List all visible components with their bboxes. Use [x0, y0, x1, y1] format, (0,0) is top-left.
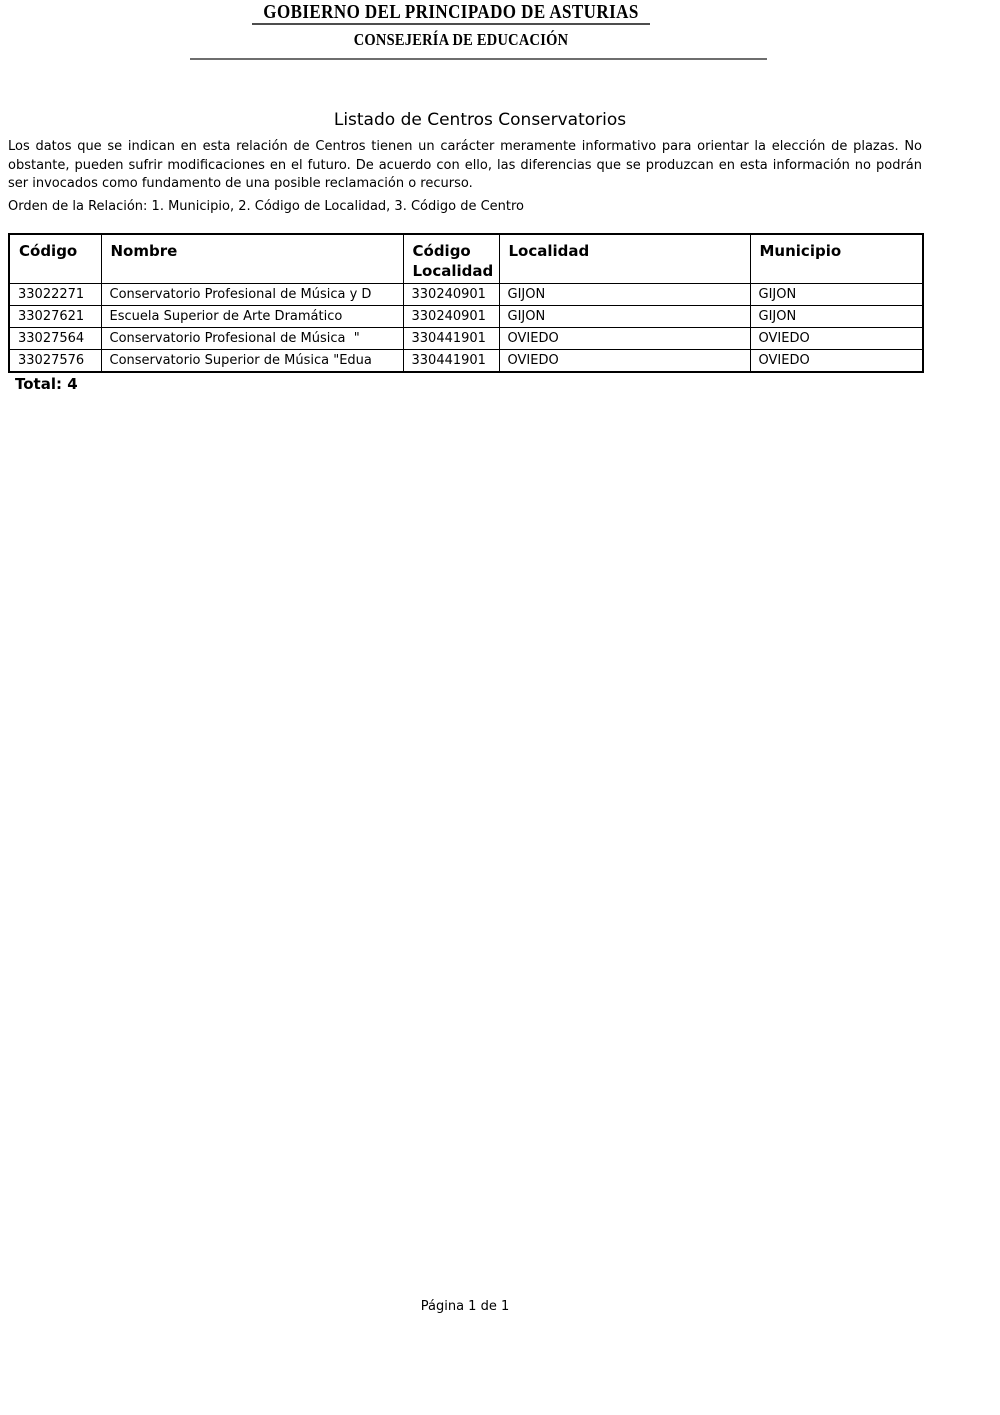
table-body — [9, 284, 923, 372]
page-title: Listado de Centros Conservatorios — [333, 110, 627, 130]
table-header — [9, 234, 923, 284]
order-note: Orden de la Relación: 1. Municipio, 2. Código de Localidad, 3. Código de Centro — [8, 199, 525, 214]
cell-nombre: Conservatorio Superior de Música "Edua — [101, 350, 403, 372]
cell-nombre: Escuela Superior de Arte Dramático — [101, 306, 403, 328]
cell-localidad: OVIEDO — [499, 350, 750, 372]
column-header-codigo-localidad: Código Localidad — [403, 234, 499, 284]
cell-codigo-localidad: 330441901 — [403, 328, 499, 350]
table-row — [9, 350, 923, 372]
cell-codigo-localidad: 330240901 — [403, 284, 499, 306]
cell-codigo: 33027576 — [9, 350, 101, 372]
column-header-localidad: Localidad — [499, 234, 750, 284]
column-header-nombre: Nombre — [101, 234, 403, 284]
department-title: CONSEJERÍA DE EDUCACIÓN — [353, 30, 569, 49]
cell-codigo: 33027564 — [9, 328, 101, 350]
cell-municipio: GIJON — [750, 284, 923, 306]
page-number-label: Página 1 de 1 — [420, 1299, 510, 1314]
intro-paragraph: Los datos que se indican en esta relación de Centros tienen un carácter meramente informativo para orientar la elección de plazas. No obstante, pueden sufrir modificaciones en el futuro. De acuerdo con ello, las diferencias que se produzcan en esta información no podrán ser invocados como fundamento de una posible reclamación o recurso. — [8, 139, 922, 191]
cell-codigo: 33022271 — [9, 284, 101, 306]
total-label: Total: 4 — [15, 375, 78, 393]
table-row — [9, 306, 923, 328]
cell-codigo-localidad: 330441901 — [403, 350, 499, 372]
cell-codigo: 33027621 — [9, 306, 101, 328]
column-header-codigo: Código — [9, 234, 101, 284]
column-header-municipio: Municipio — [750, 234, 923, 284]
cell-nombre: Conservatorio Profesional de Música y D — [101, 284, 403, 306]
table-row — [9, 284, 923, 306]
cell-municipio: OVIEDO — [750, 328, 923, 350]
cell-localidad: GIJON — [499, 284, 750, 306]
cell-municipio: GIJON — [750, 306, 923, 328]
cell-localidad: OVIEDO — [499, 328, 750, 350]
centers-table — [8, 233, 924, 373]
table-row — [9, 328, 923, 350]
cell-localidad: GIJON — [499, 306, 750, 328]
government-title-underline — [252, 23, 650, 25]
header-divider-rule — [190, 58, 767, 60]
cell-municipio: OVIEDO — [750, 350, 923, 372]
government-title: GOBIERNO DEL PRINCIPADO DE ASTURIAS — [263, 1, 639, 23]
cell-codigo-localidad: 330240901 — [403, 306, 499, 328]
cell-nombre: Conservatorio Profesional de Música " — [101, 328, 403, 350]
table-header-row — [9, 234, 923, 284]
